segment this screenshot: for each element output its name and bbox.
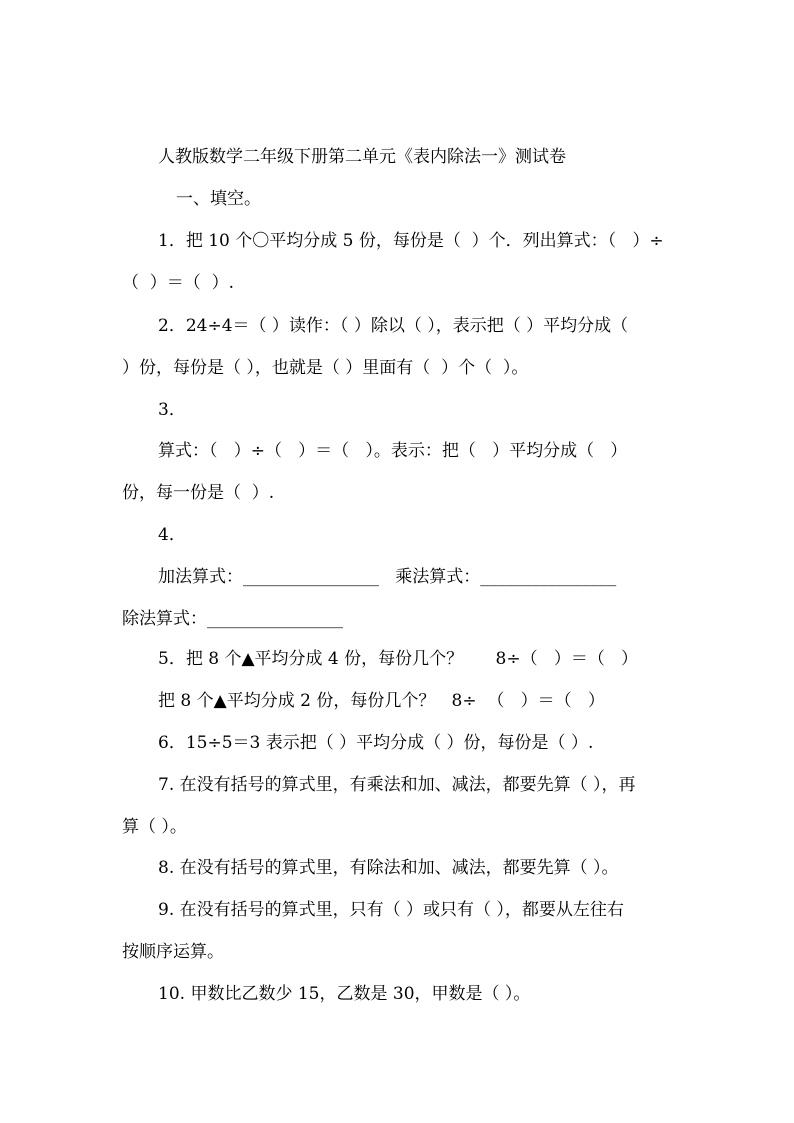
question-5-line-2: 把 8 个▲平均分成 2 份，每份几个？ 8÷ （ ）＝（ ）	[158, 691, 605, 711]
question-6: 6．15÷5＝3 表示把（ ）平均分成（ ）份，每份是（ ）.	[158, 733, 594, 753]
question-2-line-1: 2．24÷4＝（ ）读作：（ ）除以（ ），表示把（ ）平均分成（	[158, 316, 629, 336]
question-8: 8. 在没有括号的算式里，有除法和加、减法，都要先算（ ）。	[158, 858, 619, 878]
question-5-line-1: 5．把 8 个▲平均分成 4 份，每份几个？ 8÷（ ）＝（ ）	[158, 649, 639, 669]
section-heading-fill-blank: 一、填空。	[176, 189, 261, 209]
question-4-line-1: 加法算式：________________ 乘法算式：________________	[158, 567, 617, 587]
question-9-line-2: 按顺序运算。	[122, 942, 224, 962]
question-7-line-2: 算（ ）。	[122, 817, 187, 837]
question-10: 10. 甲数比乙数少 15，乙数是 30，甲数是（ ）。	[158, 984, 531, 1004]
question-7-line-1: 7. 在没有括号的算式里，有乘法和加、减法，都要先算（ ），再	[158, 775, 636, 795]
question-9-line-1: 9. 在没有括号的算式里，只有（ ）或只有（ ），都要从左往右	[158, 900, 624, 920]
question-1-line-2: （ ）＝（ ）.	[122, 273, 235, 293]
question-3-line-2: 份，每一份是（ ）.	[122, 483, 275, 503]
question-3-number: 3．	[158, 400, 186, 420]
question-1-line-1: 1．把 10 个〇平均分成 5 份，每份是（ ）个．列出算式：（ ）÷	[158, 231, 664, 251]
question-4-line-2: 除法算式：________________	[122, 609, 343, 629]
question-4-number: 4．	[158, 525, 186, 545]
question-3-line-1: 算式：（ ）÷（ ）＝（ ）。表示：把（ ）平均分成（ ）	[158, 441, 628, 461]
question-2-line-2: ）份，每份是（ ），也就是（ ）里面有（ ）个（ ）。	[122, 358, 529, 378]
document-title: 人教版数学二年级下册第二单元《表内除法一》测试卷	[158, 147, 566, 167]
